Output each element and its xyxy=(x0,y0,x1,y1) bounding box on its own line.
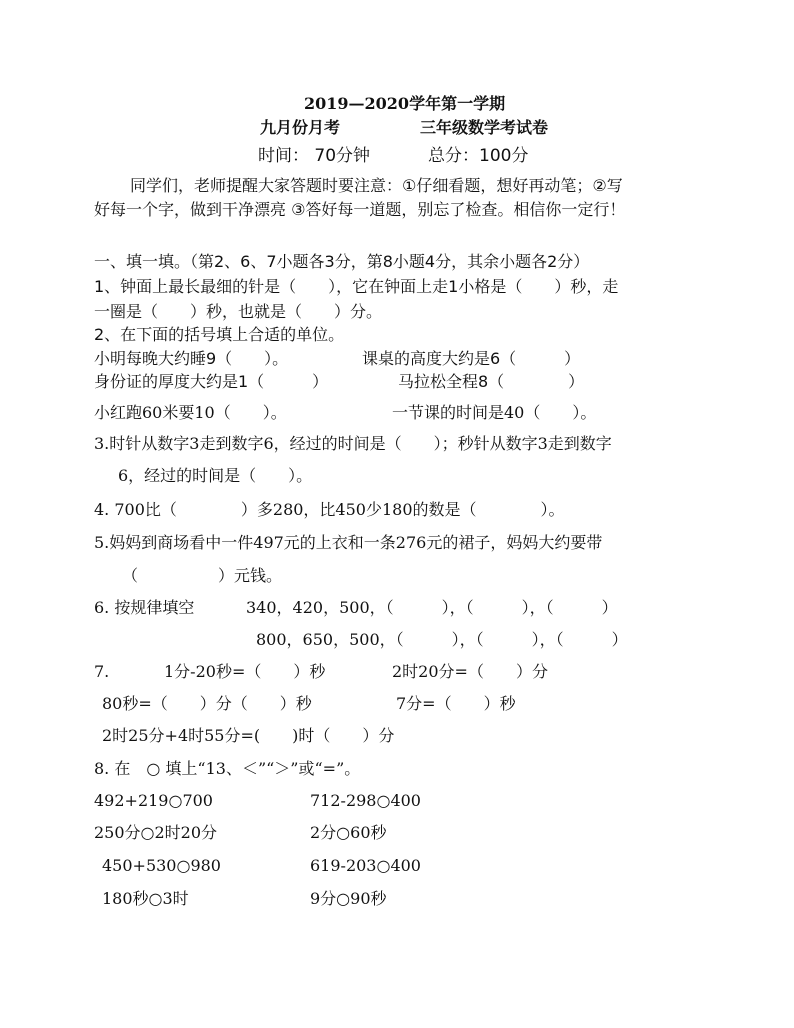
question-7-label: 7. xyxy=(94,662,110,681)
exam-total-score: 总分：100分 xyxy=(428,146,529,166)
question-3-line-2: 6，经过的时间是（ ）。 xyxy=(118,466,313,485)
question-4: 4. 700比（ ）多280，比450少180的数是（ ）。 xyxy=(94,500,565,519)
question-8-item: 450+530○980 xyxy=(102,856,221,875)
exam-name: 九月份月考 xyxy=(260,118,341,137)
question-8-item: 2分○60秒 xyxy=(310,823,387,842)
intro-line-1: 同学们，老师提醒大家答题时要注意：①仔细看题，想好再动笔；②写 xyxy=(130,176,623,195)
question-8-item: 492+219○700 xyxy=(94,791,213,810)
question-7-item-a: 1分-20秒=（ ）秒 xyxy=(164,662,326,681)
question-5-line-1: 5.妈妈到商场看中一件497元的上衣和一条276元的裙子，妈妈大约要带 xyxy=(94,533,603,552)
question-8-title: 8. 在 ○ 填上“13、＜”“＞”或“=”。 xyxy=(94,759,361,778)
question-7-item-b: 2时20分=（ ）分 xyxy=(392,662,548,681)
question-7-item-d: 7分=（ ）秒 xyxy=(396,694,516,713)
question-2-item-lesson: 一节课的时间是40（ ）。 xyxy=(392,403,597,422)
question-2-item-run: 小红跑60米要10（ ）。 xyxy=(94,403,287,422)
intro-line-2: 好每一个字，做到干净漂亮 ③答好每一道题，别忘了检查。相信你一定行！ xyxy=(94,200,626,219)
question-8-item: 712-298○400 xyxy=(310,791,421,810)
question-3-line-1: 3.时针从数字3走到数字6，经过的时间是（ ）；秒针从数字3走到数字 xyxy=(94,434,612,453)
exam-time: 时间： 70分钟 xyxy=(258,146,371,166)
question-1-line-2: 一圈是（ ）秒，也就是（ ）分。 xyxy=(94,302,383,321)
question-8-item: 9分○90秒 xyxy=(310,889,387,908)
question-6-sequence-1: 340，420，500，（ ），（ ），（ ） xyxy=(246,598,618,617)
question-2-item-desk: 课桌的高度大约是6（ ） xyxy=(362,349,581,368)
exam-year-line: 2019—2020学年第一学期 xyxy=(304,94,506,113)
question-5-line-2: （ ）元钱。 xyxy=(122,566,283,585)
question-2-title: 2、在下面的括号填上合适的单位。 xyxy=(94,325,345,344)
question-6-label: 6. 按规律填空 xyxy=(94,598,195,617)
question-7-item-e: 2时25分+4时55分=( )时（ ）分 xyxy=(102,726,395,745)
question-2-item-marathon: 马拉松全程8（ ） xyxy=(398,372,585,391)
question-8-item: 250分○2时20分 xyxy=(94,823,218,842)
question-1-line-1: 1、钟面上最长最细的针是（ ），它在钟面上走1小格是（ ）秒，走 xyxy=(94,277,619,296)
question-7-item-c: 80秒=（ ）分（ ）秒 xyxy=(102,694,312,713)
section-heading: 一、填一填。（第2、6、7小题各3分，第8小题4分，其余小题各2分） xyxy=(94,252,590,271)
question-2-item-sleep: 小明每晚大约睡9（ ）。 xyxy=(94,349,289,368)
question-6-sequence-2: 800，650，500，（ ），（ ），（ ） xyxy=(256,630,628,649)
question-8-item: 619-203○400 xyxy=(310,856,421,875)
exam-subject: 三年级数学考试卷 xyxy=(420,118,549,137)
question-8-item: 180秒○3时 xyxy=(102,889,189,908)
question-2-item-idcard: 身份证的厚度大约是1（ ） xyxy=(94,372,329,391)
